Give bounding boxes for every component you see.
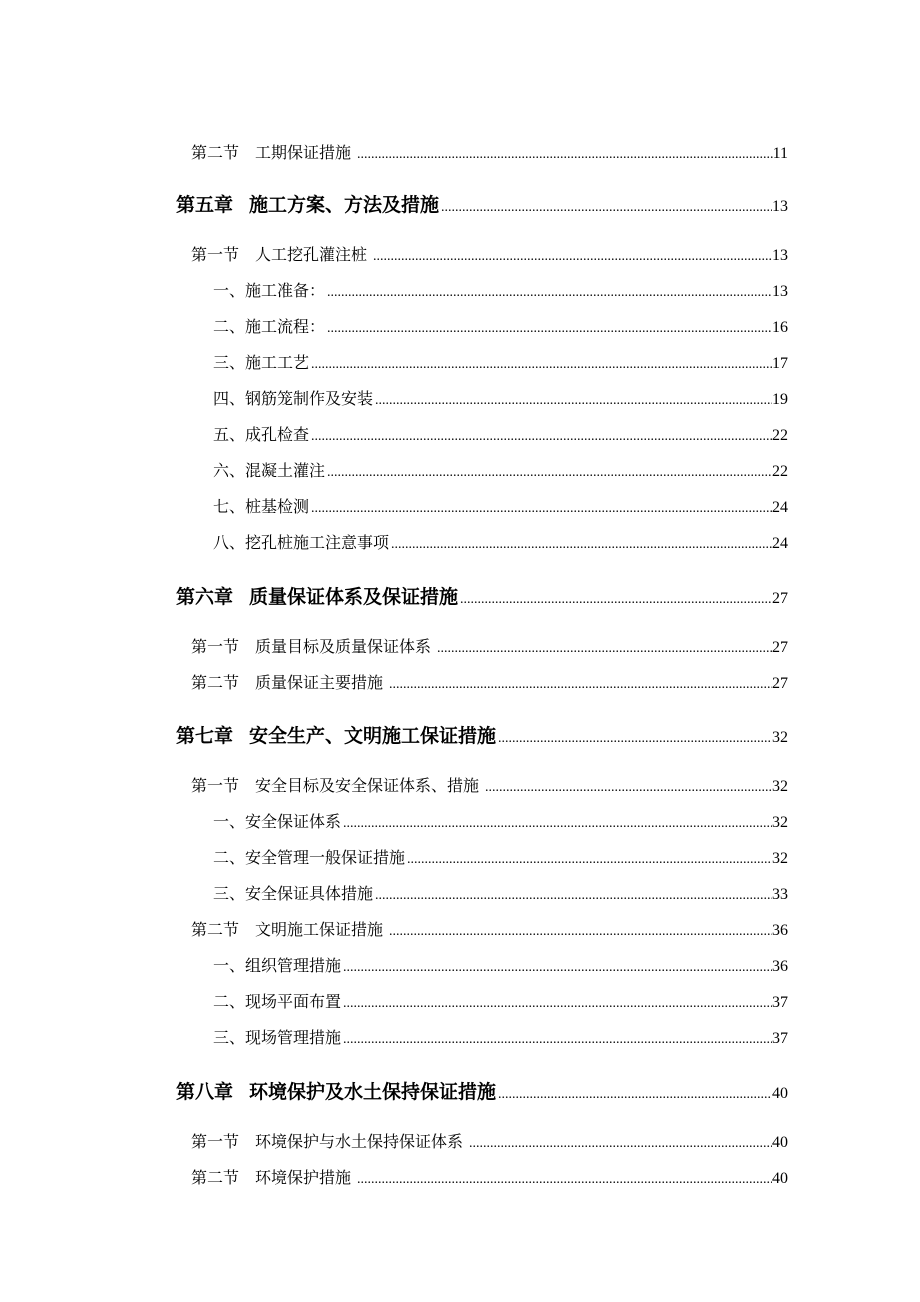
dot-leader	[327, 285, 772, 301]
toc-entry-page-number: 27	[772, 639, 788, 656]
toc-entry-label: 二、施工流程：	[213, 319, 326, 336]
toc-entry-title	[213, 1025, 343, 1048]
toc-entry-label: 质量保证体系及保证措施	[249, 587, 459, 608]
dot-leader	[469, 1136, 772, 1152]
toc-entry-page-number: 32	[772, 814, 788, 831]
toc-entry-page-number: 27	[772, 590, 788, 607]
toc-entry-title	[191, 670, 389, 693]
dot-leader	[407, 852, 772, 868]
toc-entry-page-number: 13	[772, 198, 788, 215]
toc-entry-label: 施工方案、方法及措施	[249, 195, 440, 216]
toc-entry-page-number: 27	[772, 675, 788, 692]
toc-entry-page-number: 37	[772, 994, 788, 1011]
toc-entry-title	[213, 350, 311, 373]
toc-entry-title	[191, 634, 437, 657]
toc-entry-item[interactable]	[213, 458, 788, 481]
toc-entry-title	[213, 809, 343, 832]
toc-entry-item[interactable]	[213, 278, 788, 301]
toc-entry-item[interactable]	[213, 953, 788, 976]
dot-leader	[375, 888, 772, 904]
dot-leader	[485, 780, 772, 796]
toc-entry-page-number: 24	[772, 535, 788, 552]
toc-entry-label: 一、组织管理措施	[213, 958, 342, 975]
toc-entry-label: 二、现场平面布置	[213, 994, 342, 1011]
toc-entry-page-number: 36	[772, 958, 788, 975]
toc-entry-page-number: 24	[772, 499, 788, 516]
toc-entry-label: 三、施工工艺	[213, 355, 310, 372]
toc-entry-label: 文明施工保证措施	[255, 922, 384, 939]
toc-entry-page-number: 40	[772, 1085, 788, 1102]
dot-leader	[343, 996, 772, 1012]
toc-entry-title	[176, 582, 460, 609]
dot-leader	[441, 200, 772, 216]
toc-entry-title	[176, 1077, 498, 1104]
toc-entry-title	[213, 845, 407, 868]
toc-entry-number: 第一节	[191, 639, 240, 656]
toc-entry-number: 第八章	[176, 1082, 234, 1103]
toc-entry-label: 二、安全管理一般保证措施	[213, 850, 406, 867]
toc-entry-label: 质量保证主要措施	[255, 675, 384, 692]
dot-leader	[460, 592, 772, 608]
toc-entry-section[interactable]	[191, 1129, 788, 1152]
toc-entry-title	[213, 278, 327, 301]
toc-entry-item[interactable]	[213, 845, 788, 868]
toc-entry-title	[191, 773, 485, 796]
toc-entry-page-number: 13	[772, 283, 788, 300]
toc-entry-title	[176, 190, 441, 217]
toc-entry-chapter[interactable]	[176, 721, 788, 748]
toc-entry-label: 安全目标及安全保证体系、措施	[255, 778, 480, 795]
dot-leader	[311, 357, 772, 373]
toc-entry-title	[176, 721, 498, 748]
toc-entry-label: 工期保证措施	[255, 145, 352, 162]
toc-entry-title	[213, 530, 391, 553]
toc-entry-section[interactable]	[191, 773, 788, 796]
dot-leader	[327, 321, 772, 337]
dot-leader	[343, 1032, 772, 1048]
toc-entry-title	[191, 1129, 469, 1152]
toc-entry-item[interactable]	[213, 350, 788, 373]
toc-entry-page-number: 37	[772, 1030, 788, 1047]
dot-leader	[498, 1087, 772, 1103]
toc-entry-page-number: 11	[772, 145, 788, 162]
dot-leader	[391, 537, 772, 553]
toc-entry-label: 一、施工准备：	[213, 283, 326, 300]
dot-leader	[311, 429, 772, 445]
toc-entry-section[interactable]	[191, 917, 788, 940]
toc-entry-chapter[interactable]	[176, 190, 788, 217]
toc-entry-page-number: 13	[772, 247, 788, 264]
toc-entry-title	[213, 458, 327, 481]
dot-leader	[389, 677, 772, 693]
toc-entry-page-number: 32	[772, 778, 788, 795]
toc-entry-label: 人工挖孔灌注桩	[255, 247, 368, 264]
toc-entry-number: 第二节	[191, 1170, 240, 1187]
toc-entry-label: 三、现场管理措施	[213, 1030, 342, 1047]
toc-entry-page-number: 32	[772, 729, 788, 746]
dot-leader	[343, 816, 772, 832]
toc-entry-item[interactable]	[213, 989, 788, 1012]
toc-entry-title	[191, 242, 373, 265]
toc-entry-title	[213, 494, 311, 517]
toc-entry-section[interactable]	[191, 242, 788, 265]
dot-leader	[375, 393, 772, 409]
toc-entry-number: 第二节	[191, 145, 240, 162]
toc-entry-label: 八、挖孔桩施工注意事项	[213, 535, 390, 552]
toc-entry-item[interactable]	[213, 1025, 788, 1048]
toc-entry-number: 第二节	[191, 922, 240, 939]
toc-entry-label: 质量目标及质量保证体系	[255, 639, 432, 656]
toc-entry-label: 五、成孔检查	[213, 427, 310, 444]
toc-entry-page-number: 19	[772, 391, 788, 408]
toc-entry-page-number: 40	[772, 1134, 788, 1151]
dot-leader	[437, 641, 772, 657]
toc-entry-number: 第一节	[191, 247, 240, 264]
toc-entry-section[interactable]	[191, 634, 788, 657]
dot-leader	[373, 249, 772, 265]
toc-entry-label: 一、安全保证体系	[213, 814, 342, 831]
toc-entry-page-number: 32	[772, 850, 788, 867]
dot-leader	[327, 465, 772, 481]
toc-entry-title	[213, 314, 327, 337]
toc-entry-page-number: 33	[772, 886, 788, 903]
toc-entry-number: 第六章	[176, 587, 234, 608]
toc-entry-title	[191, 140, 357, 163]
toc-entry-title	[213, 989, 343, 1012]
toc-entry-number: 第五章	[176, 195, 234, 216]
toc-entry-number: 第七章	[176, 726, 234, 747]
dot-leader	[311, 501, 772, 517]
toc-entry-item[interactable]	[213, 881, 788, 904]
toc-entry-label: 七、桩基检测	[213, 499, 310, 516]
dot-leader	[357, 1172, 772, 1188]
toc-entry-page-number: 36	[772, 922, 788, 939]
dot-leader	[343, 960, 772, 976]
dot-leader	[389, 924, 772, 940]
toc-entry-label: 环境保护及水土保持保证措施	[249, 1082, 497, 1103]
toc-entry-page-number: 16	[772, 319, 788, 336]
toc-entry-page-number: 22	[772, 463, 788, 480]
toc-entry-title	[213, 953, 343, 976]
toc-entry-title	[213, 422, 311, 445]
toc-entry-item[interactable]	[213, 530, 788, 553]
dot-leader	[498, 731, 772, 747]
toc-entry-item[interactable]	[213, 314, 788, 337]
toc-entry-item[interactable]	[213, 386, 788, 409]
toc-entry-section[interactable]	[191, 1165, 788, 1188]
toc-entry-number: 第二节	[191, 675, 240, 692]
toc-entry-label: 三、安全保证具体措施	[213, 886, 374, 903]
toc-entry-page-number: 22	[772, 427, 788, 444]
toc-entry-label: 环境保护措施	[255, 1170, 352, 1187]
toc-entry-chapter[interactable]	[176, 582, 788, 609]
toc-entry-page-number: 17	[772, 355, 788, 372]
toc-entry-section[interactable]	[191, 670, 788, 693]
toc-entry-label: 四、钢筋笼制作及安装	[213, 391, 374, 408]
toc-entry-item[interactable]	[213, 494, 788, 517]
toc-entry-title	[213, 386, 375, 409]
toc-entry-label: 安全生产、文明施工保证措施	[249, 726, 497, 747]
toc-entry-number: 第一节	[191, 1134, 240, 1151]
toc-entry-title	[191, 1165, 357, 1188]
toc-entry-title	[191, 917, 389, 940]
toc-entry-title	[213, 881, 375, 904]
toc-entry-label: 六、混凝土灌注	[213, 463, 326, 480]
toc-entry-page-number: 40	[772, 1170, 788, 1187]
toc-entry-chapter[interactable]	[176, 1077, 788, 1104]
toc-entry-item[interactable]	[213, 809, 788, 832]
dot-leader	[357, 147, 773, 163]
toc-entry-label: 环境保护与水土保持保证体系	[255, 1134, 464, 1151]
toc-entry-section[interactable]	[191, 140, 788, 163]
toc-entry-item[interactable]	[213, 422, 788, 445]
toc-entry-number: 第一节	[191, 778, 240, 795]
